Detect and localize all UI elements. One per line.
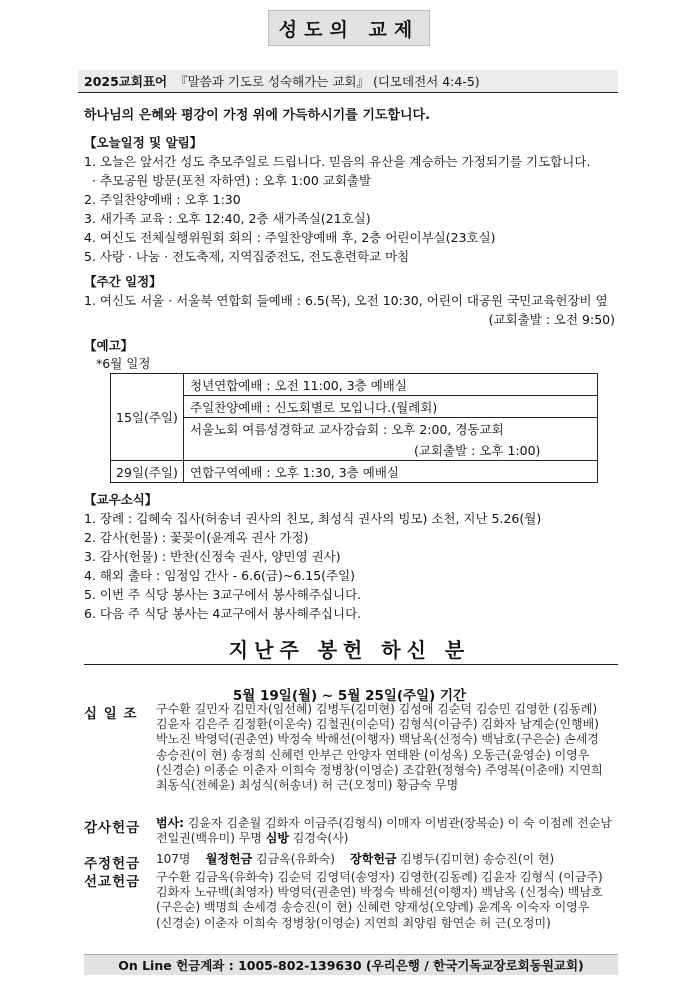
schedule-entry: 주일찬양예배 : 신도회별로 모입니다.(월례회) xyxy=(184,396,598,418)
today-item-3: 3. 새가족 교육 : 오후 12:40, 2층 새가족실(21호실) xyxy=(84,211,371,226)
thanks-label: 감사헌금 xyxy=(84,820,141,836)
schedule-entry: (교회출발 : 오후 1:00) xyxy=(184,439,598,461)
motto-bar xyxy=(78,70,618,93)
weekly-note: (교회출발 : 오전 9:50) xyxy=(488,312,615,327)
motto-tag: 2025교회표어 xyxy=(84,74,168,89)
offering-period: 5월 19일(월) ~ 5월 25일(주일) 기간 xyxy=(232,688,467,704)
notice-sub: *6월 일정 xyxy=(96,356,151,371)
tithe-row xyxy=(84,702,624,793)
prayer-text: 하나님의 은혜와 평강이 가정 위에 가득하시기를 기도합니다. xyxy=(84,108,431,123)
schedule-date: 29일(주일) xyxy=(111,461,184,483)
notice-heading: 【예고】 xyxy=(84,338,134,353)
members-item-1: 1. 장례 : 김혜숙 집사(허송녀 권사의 친모, 최성식 권사의 빙모) 소천, 지난 5.26(월) xyxy=(84,511,542,526)
today-item-4: 4. 여신도 전체실행위원회 회의 : 주일찬양예배 후, 2층 어린이부실(23호실) xyxy=(84,230,496,245)
thanks-lead-1: 범사: xyxy=(156,816,184,830)
today-item-2: 2. 주일찬양예배 : 오후 1:30 xyxy=(84,192,241,207)
mission-label: 선교헌금 xyxy=(84,874,141,890)
schedule-table xyxy=(110,373,598,483)
mission-names: 구수환 김금옥(유화숙) 김순덕 김영덕(송영자) 김영한(김동례) 김윤자 김형식 (이금주) 김화자 노규백(최영자) 박영덕(권춘연) 박정숙 박해선(이행자) 백남옥 (신정숙) 백남호(구은순) 백명희 손세경 송승진(이 현) 신혜련 양재성(오양례) 윤계옥 이숙자 이영우(신경순) 이춘자 이희숙 정병창(이영순) 지연희 최양림 함연순 허 근(오정미) xyxy=(156,870,603,930)
thanks-names xyxy=(156,816,624,846)
online-account-bar: On Line 헌금계좌 : 1005-802-139630 (우리은행 / 한국기독교장로회동원교회) xyxy=(84,954,618,975)
divider xyxy=(84,664,618,665)
monthly-offering-text: 김금옥(유화숙) xyxy=(252,852,339,866)
weekly-offering-row xyxy=(84,852,624,872)
today-item-sub: · 추모공원 방문(포천 자하연) : 오후 1:00 교회출발 xyxy=(92,173,372,188)
members-item-4: 4. 해외 출타 : 임정임 간사 - 6.6(금)~6.15(주일) xyxy=(84,568,356,583)
schedule-entry: 연합구역예배 : 오후 1:30, 3층 예배실 xyxy=(184,461,598,483)
monthly-offering-lead: 월정헌금 xyxy=(205,852,253,866)
schedule-entry: 서울노회 여름성경학교 교사강습회 : 오후 2:00, 경동교회 xyxy=(184,418,598,440)
members-item-3: 3. 감사(헌물) : 반찬(신정숙 권사, 양민영 권사) xyxy=(84,549,341,564)
weekly-offering-names xyxy=(156,852,624,872)
tithe-names: 구수환 길민자 김민자(임선혜) 김병두(김미현) 김성애 김순덕 김승민 김영한 (김동례) 김윤자 김은주 김정환(이운숙) 김철권(이순덕) 김형식(이금주) 김화자 남계순(인행배) 박노진 박영덕(권춘연) 박정숙 박해선(이행자) 백남옥(신정숙) 백남호(구은순) 손세경 송승진(이 현) 송정희 신혜련 안부근 안양자 연태완 (이성옥) 오동근(윤영순) 이영우(신경순) 이종순 이춘자 이희숙 정병창(이영순) 조갑환(정형숙) 주영복(이춘애) 지연희 최동식(전혜윤) 최성식(허송녀) 허 근(오정미) 황금숙 무명 xyxy=(156,702,603,793)
tithe-label: 십 일 조 xyxy=(84,706,138,722)
thanks-text-1: 김윤자 김춘월 김화자 이금주(김형식) 이매자 이범관(장복순) 이 숙 이점례 전순남 전일권(백유미) 무명 xyxy=(156,816,612,846)
scholarship-lead: 장학헌금 xyxy=(350,852,397,866)
today-item-5: 5. 사랑 · 나눔 · 전도축제, 지역집중전도, 전도훈련학교 마침 xyxy=(84,249,410,264)
members-item-6: 6. 다음 주 식당 봉사는 4교구에서 봉사해주십니다. xyxy=(84,606,362,621)
members-heading: 【교우소식】 xyxy=(84,492,158,507)
thanks-row xyxy=(84,816,624,846)
page-title: 성도의 교제 xyxy=(268,10,430,46)
weekly-offering-label: 주정헌금 xyxy=(84,856,141,872)
mission-row xyxy=(84,870,624,931)
schedule-date: 15일(주일) xyxy=(111,374,184,461)
members-item-2: 2. 감사(헌물) : 꽃꽂이(윤계옥 권사 가정) xyxy=(84,530,309,545)
weekly-heading: 【주간 일정】 xyxy=(84,274,162,289)
offering-title: 지난주 봉헌 하신 분 xyxy=(228,638,471,662)
today-item-1: 1. 오늘은 앞서간 성도 추모주일로 드립니다. 믿음의 유산을 계승하는 가정되기를 기도합니다. xyxy=(84,154,591,169)
weekly-item: 1. 여신도 서울 · 서울북 연합회 들예배 : 6.5(목), 오전 10:30, 어린이 대공원 국민교육헌장비 옆 xyxy=(84,293,608,308)
scholarship-text: 김병두(김미현) 송승진(이 현) xyxy=(396,852,555,866)
weekly-offering-count: 107명 xyxy=(156,852,191,866)
thanks-text-2: 김경숙(사) xyxy=(288,831,349,846)
schedule-entry: 청년연합예배 : 오전 11:00, 3층 예배실 xyxy=(184,374,598,396)
thanks-lead-2: 심방 xyxy=(265,831,289,846)
today-heading: 【오늘일정 및 알림】 xyxy=(84,135,203,150)
motto-text: 『말씀과 기도로 성숙해가는 교회』 (디모데전서 4:4-5) xyxy=(175,74,480,89)
members-item-5: 5. 이번 주 식당 봉사는 3교구에서 봉사해주십니다. xyxy=(84,587,362,602)
